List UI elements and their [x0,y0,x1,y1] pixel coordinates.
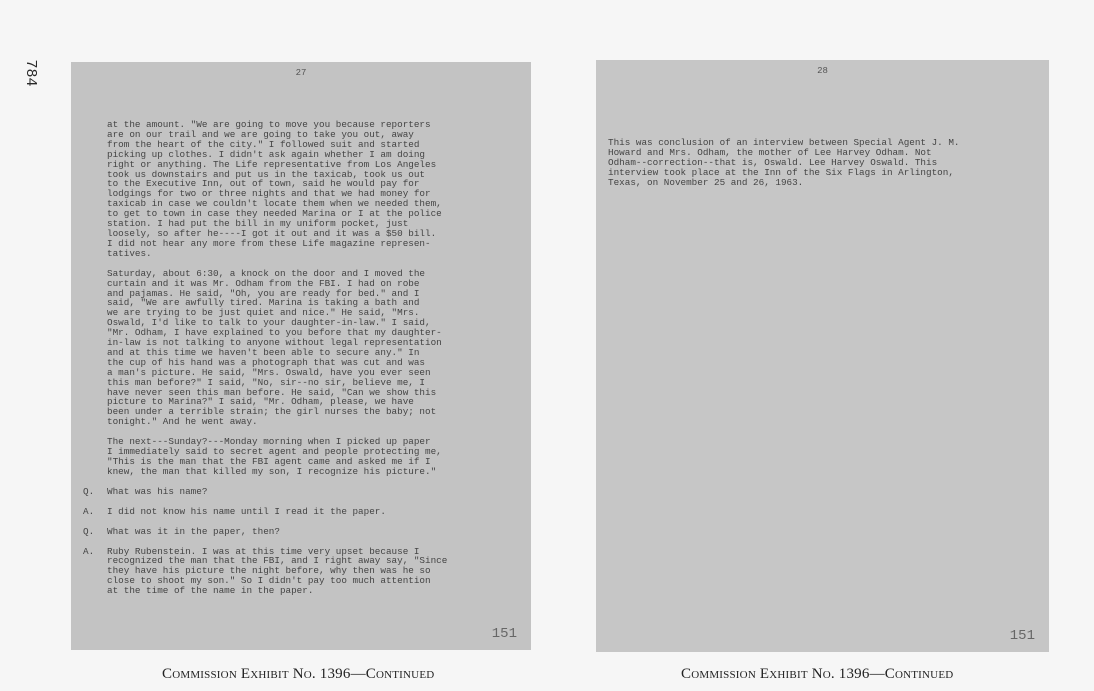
qa-text: What was his name? [107,485,208,497]
qa-label: Q. [83,525,95,537]
left-page-number-top: 27 [295,68,307,78]
qa-item [83,527,519,537]
right-exhibit-caption: Commission Exhibit No. 1396—Continued [681,666,954,682]
qa-item [83,487,519,497]
right-page-body: This was conclusion of an interview between Special Agent J. M. Howard and Mrs. Odham, the mother of Lee Harvey Odham. Not Odham--correction--that is, Oswald. Lee Harvey Oswald. This interview took place at the Inn of the Six Flags in Arlington, Texas, on November 25 and 26, 1963. [608,137,960,188]
side-page-number: 784 [22,59,40,87]
left-page-body [83,119,519,606]
left-exhibit-caption: Commission Exhibit No. 1396—Continued [162,666,435,682]
qa-label: Q. [83,485,95,497]
qa-item [83,547,519,597]
qa-item [83,507,519,517]
qa-text: What was it in the paper, then? [107,525,280,537]
right-page-number-bottom: 151 [1009,628,1035,644]
qa-label: A. [83,545,95,557]
paragraph: The next---Sunday?---Monday morning when I picked up paper I immediately said to secret agent and people protecting me, "This is the man that the FBI agent came and asked me if I knew, the man that killed my son, I recognize his picture." [107,436,442,477]
qa-label: A. [83,505,95,517]
paragraph: at the amount. "We are going to move you because reporters are on our trail and we are going to take you out, away from the heart of the city." I followed suit and started picking up clothes. I didn't ask again whether I am doing right or anything. The Life representative from Los Angeles took us downstairs and put us in the taxicab, took us out to the Executive Inn, out of town, said he would pay for lodgings for two or three nights and that we had money for taxicab in case we couldn't locate them when we needed them, to get to town in case they needed Marina or I at the police station. I had put the bill in my uniform pocket, just loosely, so after he----I got it out and it was a $50 bill. I did not hear any more from these Life magazine represen- tatives. [107,119,442,259]
right-document-page [596,60,1049,652]
left-document-page [71,62,531,650]
paragraph: Saturday, about 6:30, a knock on the door and I moved the curtain and it was Mr. Odham from the FBI. I had on robe and pajamas. He said, "Oh, you are ready for bed." and I said, "We are awfully tired. Marina is taking a bath and we are trying to be just quiet and nice." He said, "Mrs. Oswald, I'd like to talk to your daughter-in-law." I said, "Mr. Odham, I have explained to you before that my daughter- in-law is not talking to anyone without legal representation and at this time we haven't been able to secure any." In the cup of his hand was a photograph that was cut and was a man's picture. He said, "Mrs. Oswald, have you ever seen this man before?" I said, "No, sir--no sir, believe me, I have never seen this man before. He said, "Can we show this picture to Marina?" I said, "Mr. Odham, please, we have been under a terrible strain; the girl nurses the baby; not tonight." And he went away. [107,267,442,428]
qa-text: Ruby Rubenstein. I was at this time very upset because I recognized the man that the FBI, and I right away say, "Since they have his picture the night before, why then was he so close to shoot my son." So I didn't pay too much attention at the time of the name in the paper. [107,545,448,597]
left-page-number-bottom: 151 [491,626,517,642]
right-page-number-top: 28 [817,66,828,76]
qa-text: I did not know his name until I read it the paper. [107,505,386,517]
